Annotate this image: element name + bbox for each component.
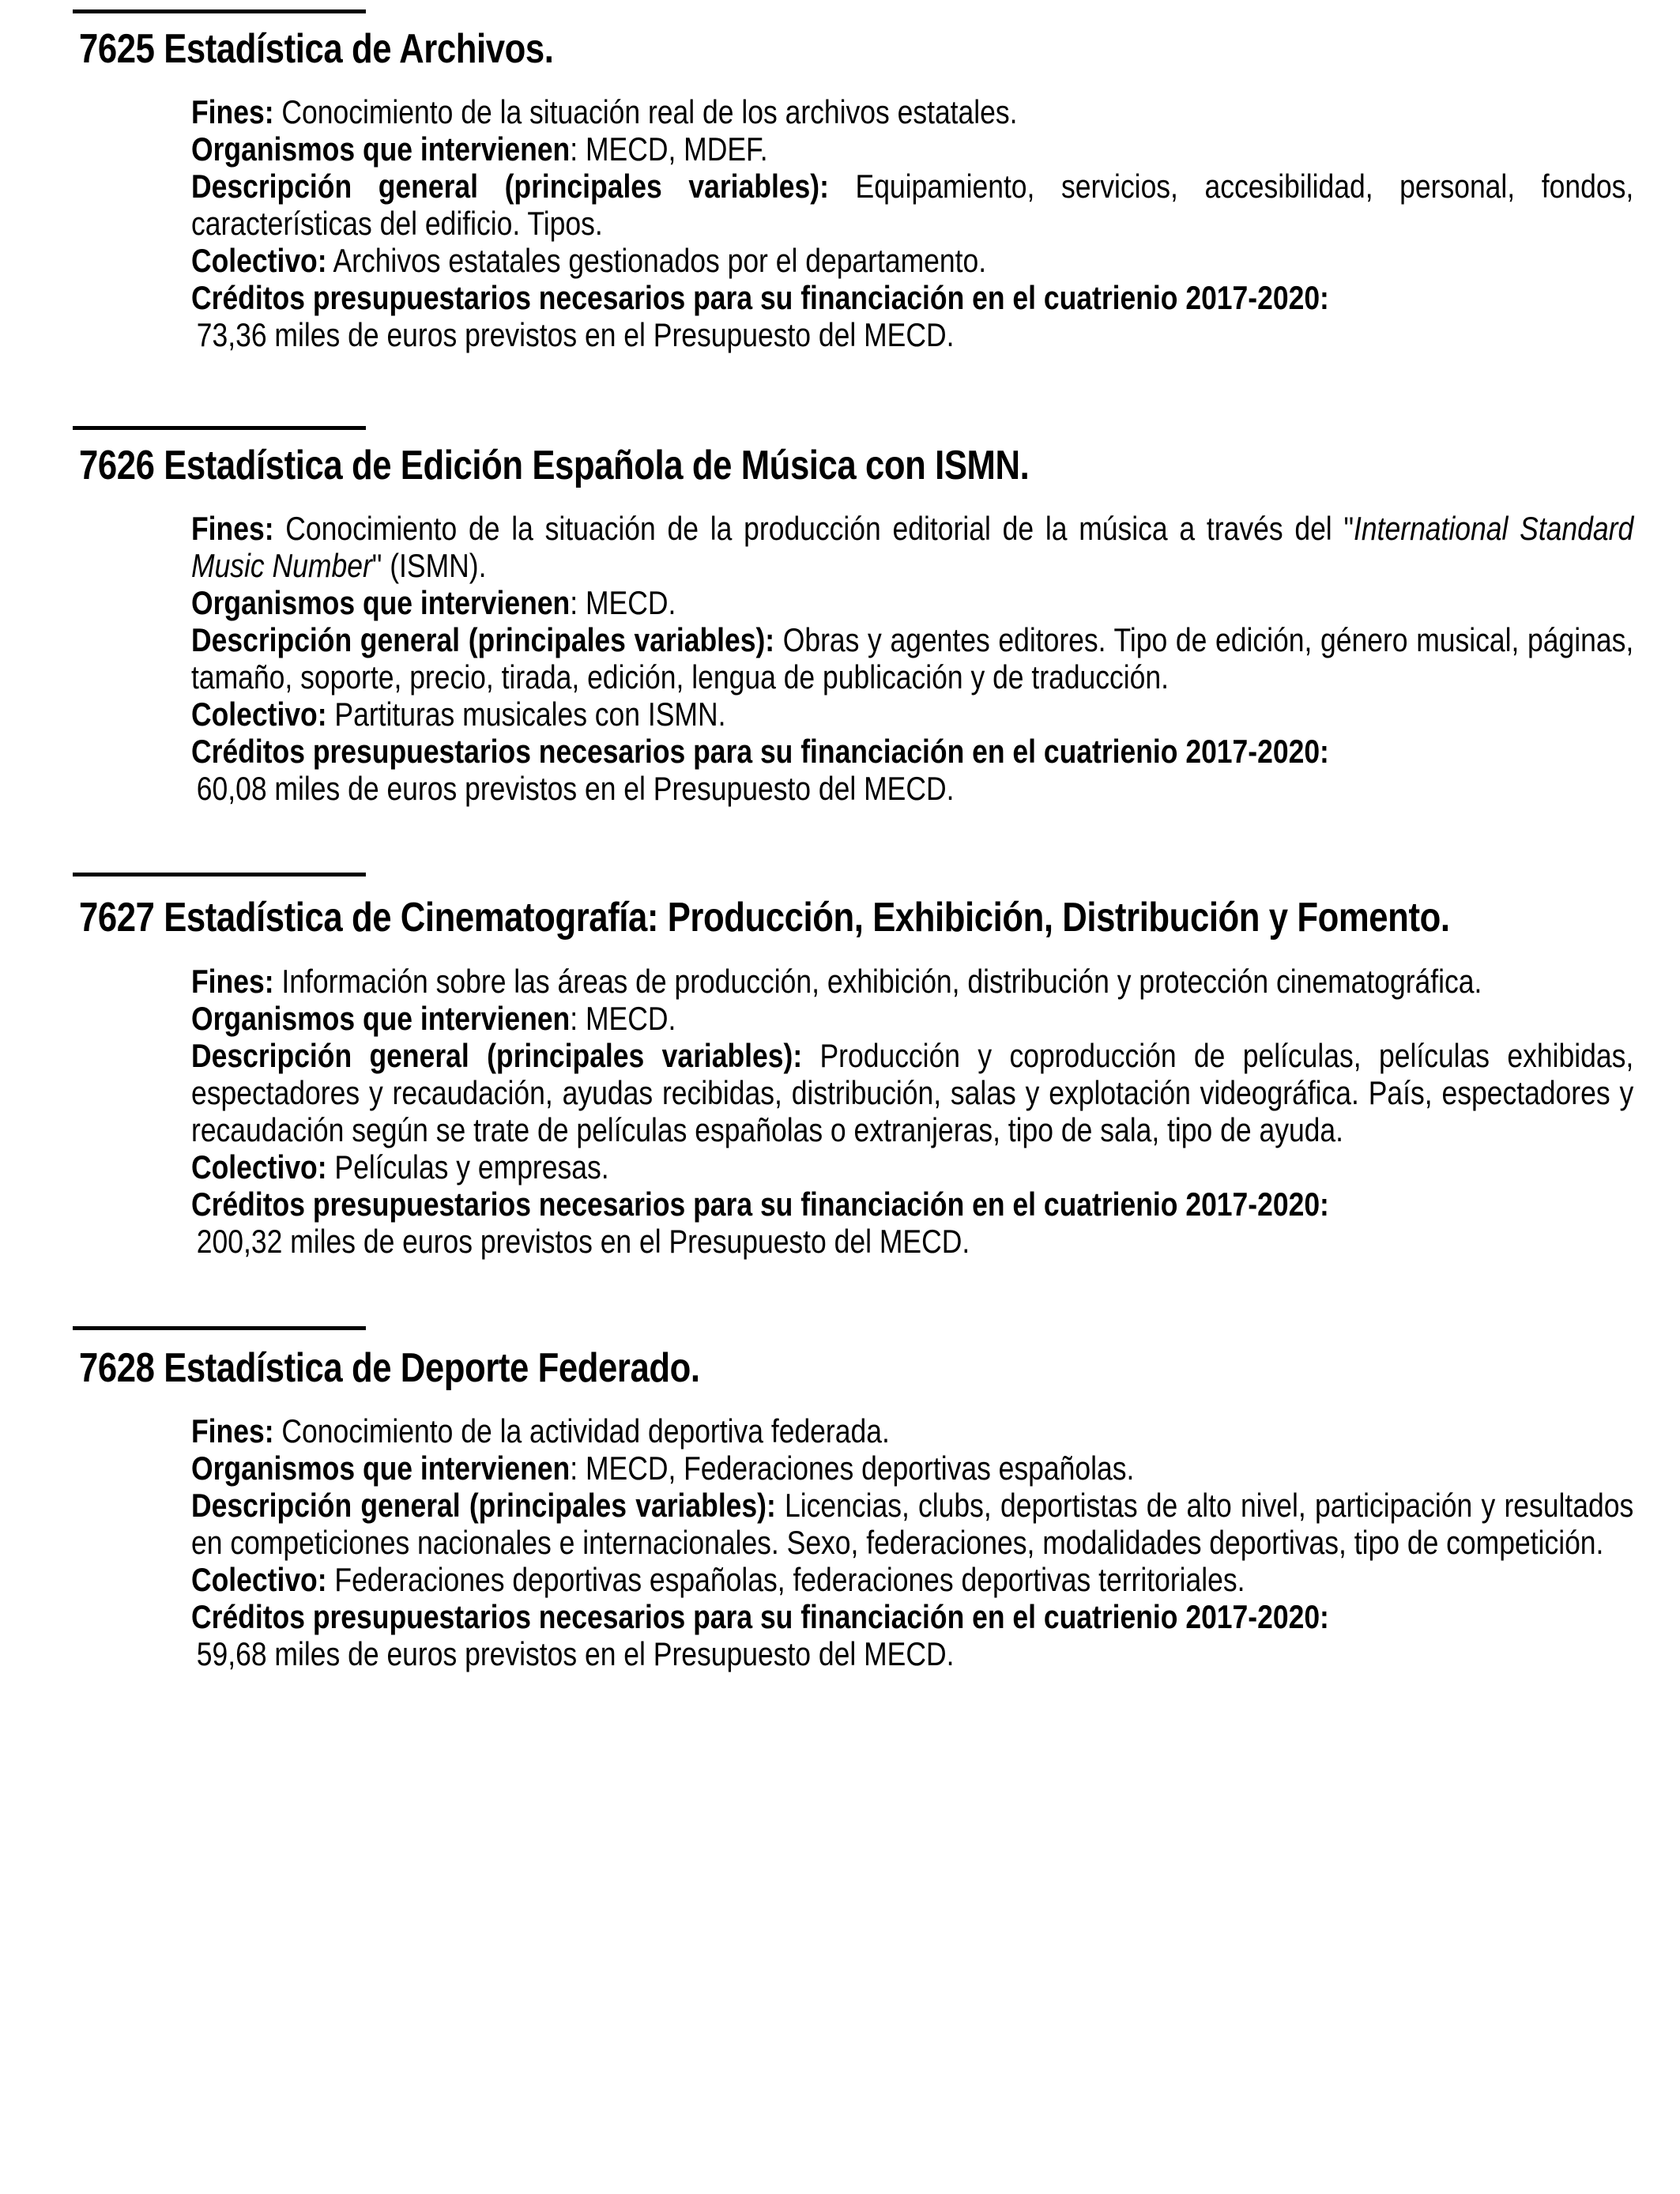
field-organismos	[191, 584, 1633, 621]
field-organismos	[191, 130, 1633, 168]
field-label: Descripción general (principales variables):	[191, 1037, 803, 1074]
field-label: Créditos presupuestarios necesarios para su financiación en el cuatrienio 2017-2020:	[191, 279, 1329, 316]
field-text: Películas y empresas.	[326, 1148, 609, 1186]
section-title-7625: 7625 Estadística de Archivos.	[79, 26, 554, 72]
section-body-7625	[191, 93, 1633, 353]
field-text: Obras y agentes editores. Tipo de edición, género musical, páginas, tamaño, soporte, precio, tirada, edición, lengua de publicación y de traducción.	[191, 621, 1634, 696]
field-fines	[191, 1412, 1633, 1449]
field-label: Descripción general (principales variables):	[191, 1487, 776, 1524]
field-colectivo	[191, 696, 1633, 733]
field-text: : MECD.	[570, 1000, 676, 1037]
field-text: 73,36 miles de euros previstos en el Presupuesto del MECD.	[196, 316, 955, 353]
field-organismos	[191, 1449, 1633, 1487]
field-descripcion	[191, 1487, 1633, 1561]
field-text: 200,32 miles de euros previstos en el Presupuesto del MECD.	[196, 1223, 970, 1260]
section-body-7627	[191, 963, 1633, 1260]
field-label: Organismos que intervienen	[191, 130, 571, 168]
section-title-7628: 7628 Estadística de Deporte Federado.	[79, 1345, 700, 1391]
field-fines	[191, 510, 1633, 584]
field-text: : MECD, Federaciones deportivas españolas.	[570, 1449, 1135, 1487]
field-label: Colectivo:	[191, 242, 327, 279]
field-creditos-value	[191, 1635, 1633, 1672]
field-creditos-value	[191, 316, 1633, 353]
field-text: : MECD, MDEF.	[570, 130, 768, 168]
section-divider	[73, 9, 366, 13]
field-text: Conocimiento de la situación real de los archivos estatales.	[273, 93, 1018, 130]
field-text: Conocimiento de la actividad deportiva federada.	[273, 1412, 890, 1449]
field-creditos-label	[191, 1598, 1633, 1635]
field-organismos	[191, 1000, 1633, 1037]
field-label: Descripción general (principales variables):	[191, 168, 829, 205]
field-text: Partituras musicales con ISMN.	[326, 696, 726, 733]
field-text: Producción y coproducción de películas, películas exhibidas, espectadores y recaudación, ayudas recibidas, distribución, salas y explotación videográfica. País, espectadores y recaudación según se trate de películas españolas o extranjeras, tipo de sala, tipo de ayuda.	[191, 1037, 1634, 1148]
field-colectivo	[191, 242, 1633, 279]
field-text: 59,68 miles de euros previstos en el Presupuesto del MECD.	[196, 1635, 955, 1672]
section-divider	[73, 426, 366, 430]
field-creditos-label	[191, 1186, 1633, 1223]
field-label: Fines:	[191, 1412, 274, 1449]
section-divider	[73, 873, 366, 876]
field-colectivo	[191, 1148, 1633, 1186]
field-text: Federaciones deportivas españolas, federaciones deportivas territoriales.	[326, 1561, 1245, 1598]
field-label: Colectivo:	[191, 1561, 327, 1598]
field-text: Información sobre las áreas de producción, exhibición, distribución y protección cinematográfica.	[273, 963, 1482, 1000]
field-text: Licencias, clubs, deportistas de alto nivel, participación y resultados en competiciones nacionales e internacionales. Sexo, federaciones, modalidades deportivas, tipo de competición.	[191, 1487, 1634, 1561]
field-label: Créditos presupuestarios necesarios para su financiación en el cuatrienio 2017-2020:	[191, 1598, 1329, 1635]
field-text: " (ISMN).	[371, 547, 487, 584]
field-label: Organismos que intervienen	[191, 1449, 571, 1487]
field-text: 60,08 miles de euros previstos en el Presupuesto del MECD.	[196, 770, 955, 807]
field-text: Archivos estatales gestionados por el departamento.	[326, 242, 987, 279]
field-fines	[191, 963, 1633, 1000]
field-label: Organismos que intervienen	[191, 584, 571, 621]
field-label: Colectivo:	[191, 1148, 327, 1186]
section-divider	[73, 1326, 366, 1330]
field-descripcion	[191, 621, 1633, 696]
field-label: Créditos presupuestarios necesarios para su financiación en el cuatrienio 2017-2020:	[191, 733, 1329, 770]
section-body-7628	[191, 1412, 1633, 1672]
field-label: Fines:	[191, 510, 274, 547]
field-creditos-value	[191, 1223, 1633, 1260]
field-label: Descripción general (principales variables):	[191, 621, 775, 658]
field-descripcion	[191, 1037, 1633, 1148]
field-label: Fines:	[191, 963, 274, 1000]
field-colectivo	[191, 1561, 1633, 1598]
field-label: Colectivo:	[191, 696, 327, 733]
field-creditos-label	[191, 279, 1633, 316]
field-text: Conocimiento de la situación de la producción editorial de la música a través del "	[273, 510, 1354, 547]
field-text-italic: International Standard Music Number	[191, 510, 1634, 584]
field-creditos-value	[191, 770, 1633, 807]
field-text: : MECD.	[570, 584, 676, 621]
section-title-7626: 7626 Estadística de Edición Española de Música con ISMN.	[79, 443, 1030, 488]
field-label: Fines:	[191, 93, 274, 130]
field-descripcion	[191, 168, 1633, 242]
field-text: Equipamiento, servicios, accesibilidad, personal, fondos, características del edificio. Tipos.	[191, 168, 1634, 242]
field-creditos-label	[191, 733, 1633, 770]
field-label: Organismos que intervienen	[191, 1000, 571, 1037]
field-label: Créditos presupuestarios necesarios para su financiación en el cuatrienio 2017-2020:	[191, 1186, 1329, 1223]
field-fines	[191, 93, 1633, 130]
section-body-7626	[191, 510, 1633, 807]
section-title-7627: 7627 Estadística de Cinematografía: Producción, Exhibición, Distribución y Fomento.	[79, 895, 1450, 941]
